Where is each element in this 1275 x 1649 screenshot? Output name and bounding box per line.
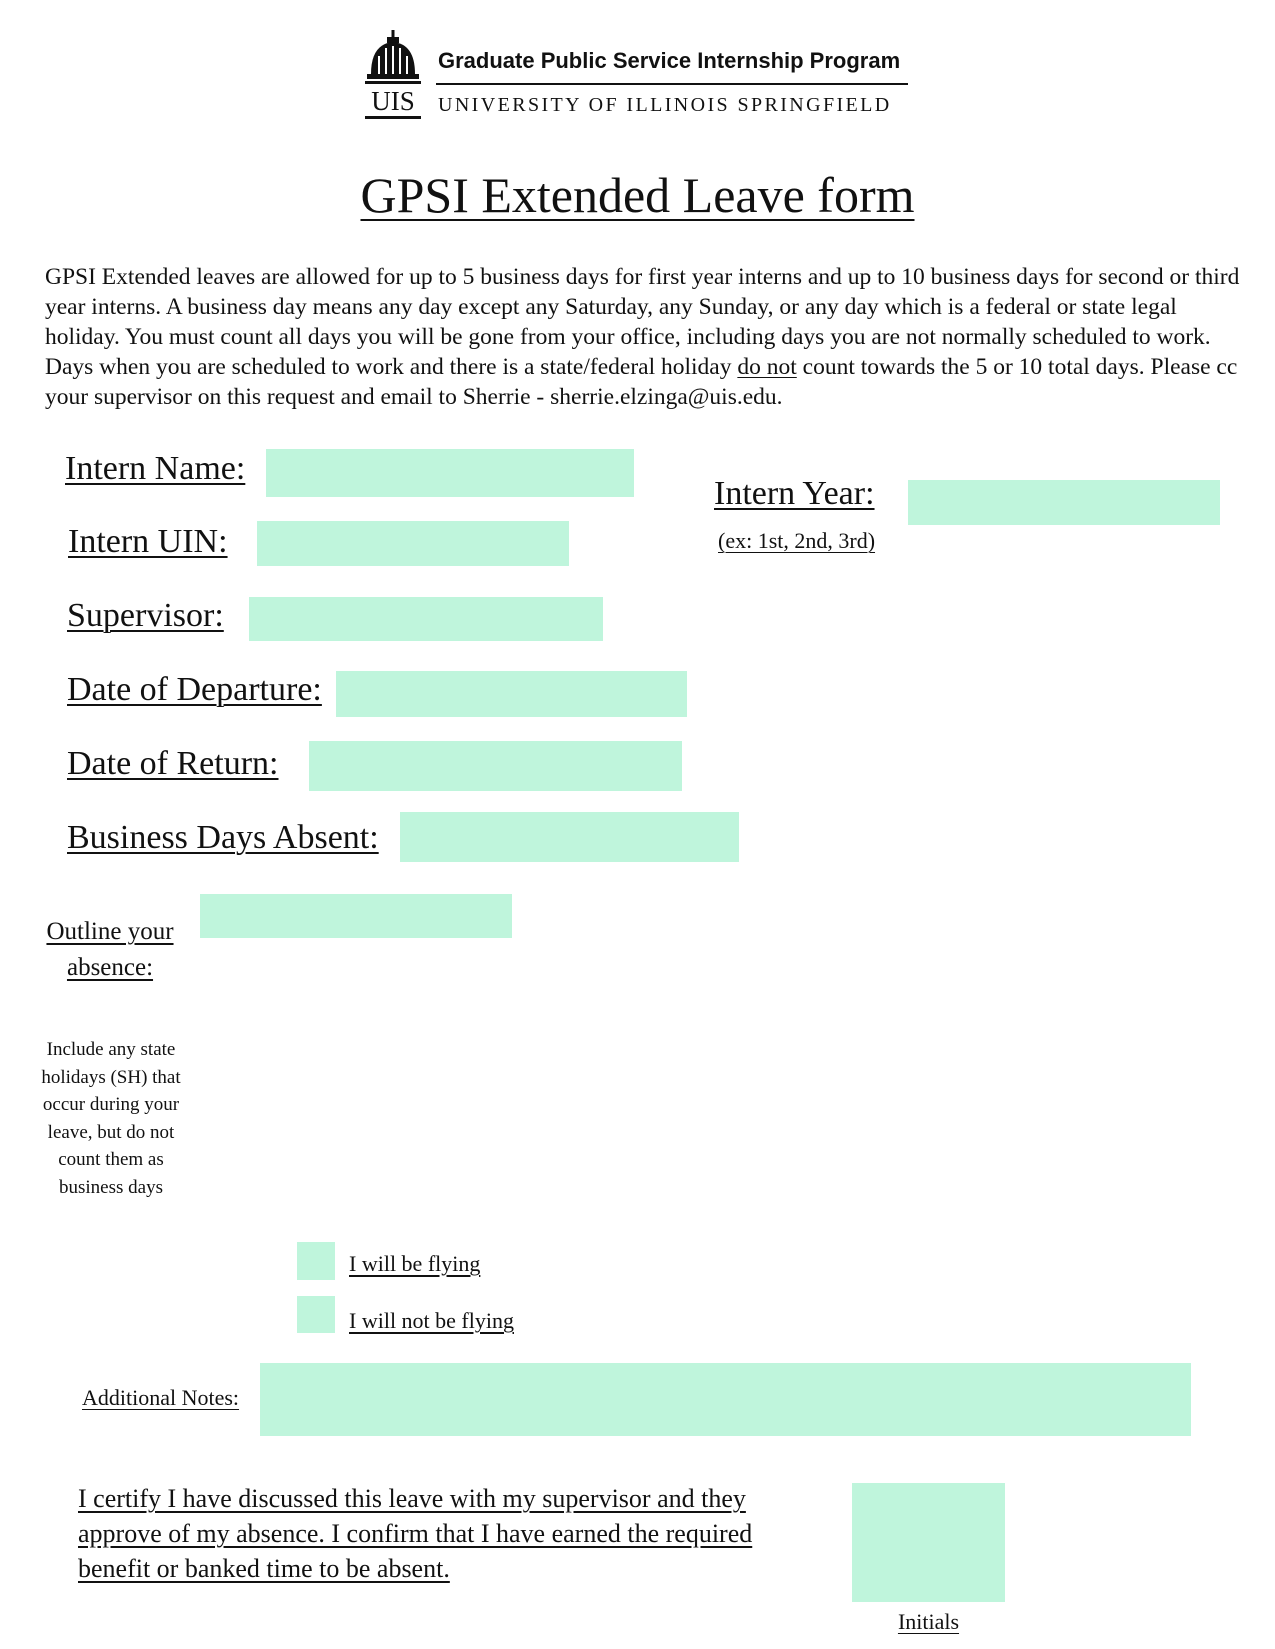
intro-text-1: GPSI Extended leaves are allowed for up to 5 business days for first year interns and up to 10 business days for second or third year interns. A business day means any day except any Saturday, any Sunday, or any day which is a federal or state legal holiday. You must count all days you will be gone from your office, including days you are not normally scheduled to work. Days when you are scheduled to work and there is a state/federal holiday xyxy=(45,264,1240,380)
outline-label-line1: Outline your xyxy=(46,918,174,945)
intern-uin-label: Intern UIN: xyxy=(68,523,228,560)
flying-checkbox[interactable] xyxy=(297,1242,335,1280)
date-departure-label: Date of Departure: xyxy=(67,671,322,708)
initials-label: Initials xyxy=(897,1609,960,1634)
flying-label: I will be flying xyxy=(349,1251,481,1276)
intro-text-2: count towards the 5 or 10 total days. Please cc your supervisor on this request and email to Sherrie - sherrie.elzinga@uis.edu. xyxy=(45,354,1238,410)
date-departure-input[interactable] xyxy=(336,671,687,717)
outline-label-line2: absence: xyxy=(66,954,154,981)
title-text: GPSI Extended Leave form xyxy=(360,167,915,223)
business-days-label: Business Days Absent: xyxy=(67,819,379,856)
intern-name-label: Intern Name: xyxy=(65,450,246,487)
intern-uin-input[interactable] xyxy=(257,521,569,566)
not-flying-label: I will not be flying xyxy=(349,1308,514,1333)
certification-statement xyxy=(78,1481,758,1586)
intern-year-input[interactable] xyxy=(908,480,1220,525)
header-divider xyxy=(436,83,908,85)
logo-text: UIS xyxy=(371,86,415,116)
intern-name-input[interactable] xyxy=(266,449,634,497)
not-flying-checkbox[interactable] xyxy=(297,1296,335,1333)
intro-emphasis: do not xyxy=(737,354,797,380)
intern-year-label: Intern Year: xyxy=(714,475,875,512)
intro-paragraph xyxy=(45,262,1240,412)
page-title xyxy=(0,166,1275,224)
initials-input[interactable] xyxy=(852,1483,1005,1602)
certification-text: I certify I have discussed this leave with my supervisor and they approve of my absence. I confirm that I have earned the required benefit or banked time to be absent. xyxy=(78,1484,753,1583)
university-name: UNIVERSITY OF ILLINOIS SPRINGFIELD xyxy=(438,94,892,116)
date-return-label: Date of Return: xyxy=(67,745,279,782)
additional-notes-input[interactable] xyxy=(260,1363,1191,1436)
date-return-input[interactable] xyxy=(309,741,682,791)
additional-notes-label: Additional Notes: xyxy=(82,1385,240,1410)
uis-dome-logo xyxy=(365,30,421,122)
outline-hint: Include any state holidays (SH) that occur during your leave, but do not count them as business days xyxy=(41,1039,181,1198)
supervisor-label: Supervisor: xyxy=(67,597,224,634)
supervisor-input[interactable] xyxy=(249,597,603,641)
program-name: Graduate Public Service Internship Program xyxy=(438,48,901,73)
outline-absence-input[interactable] xyxy=(200,894,512,938)
business-days-input[interactable] xyxy=(400,812,739,862)
intern-year-hint: (ex: 1st, 2nd, 3rd) xyxy=(718,528,876,553)
